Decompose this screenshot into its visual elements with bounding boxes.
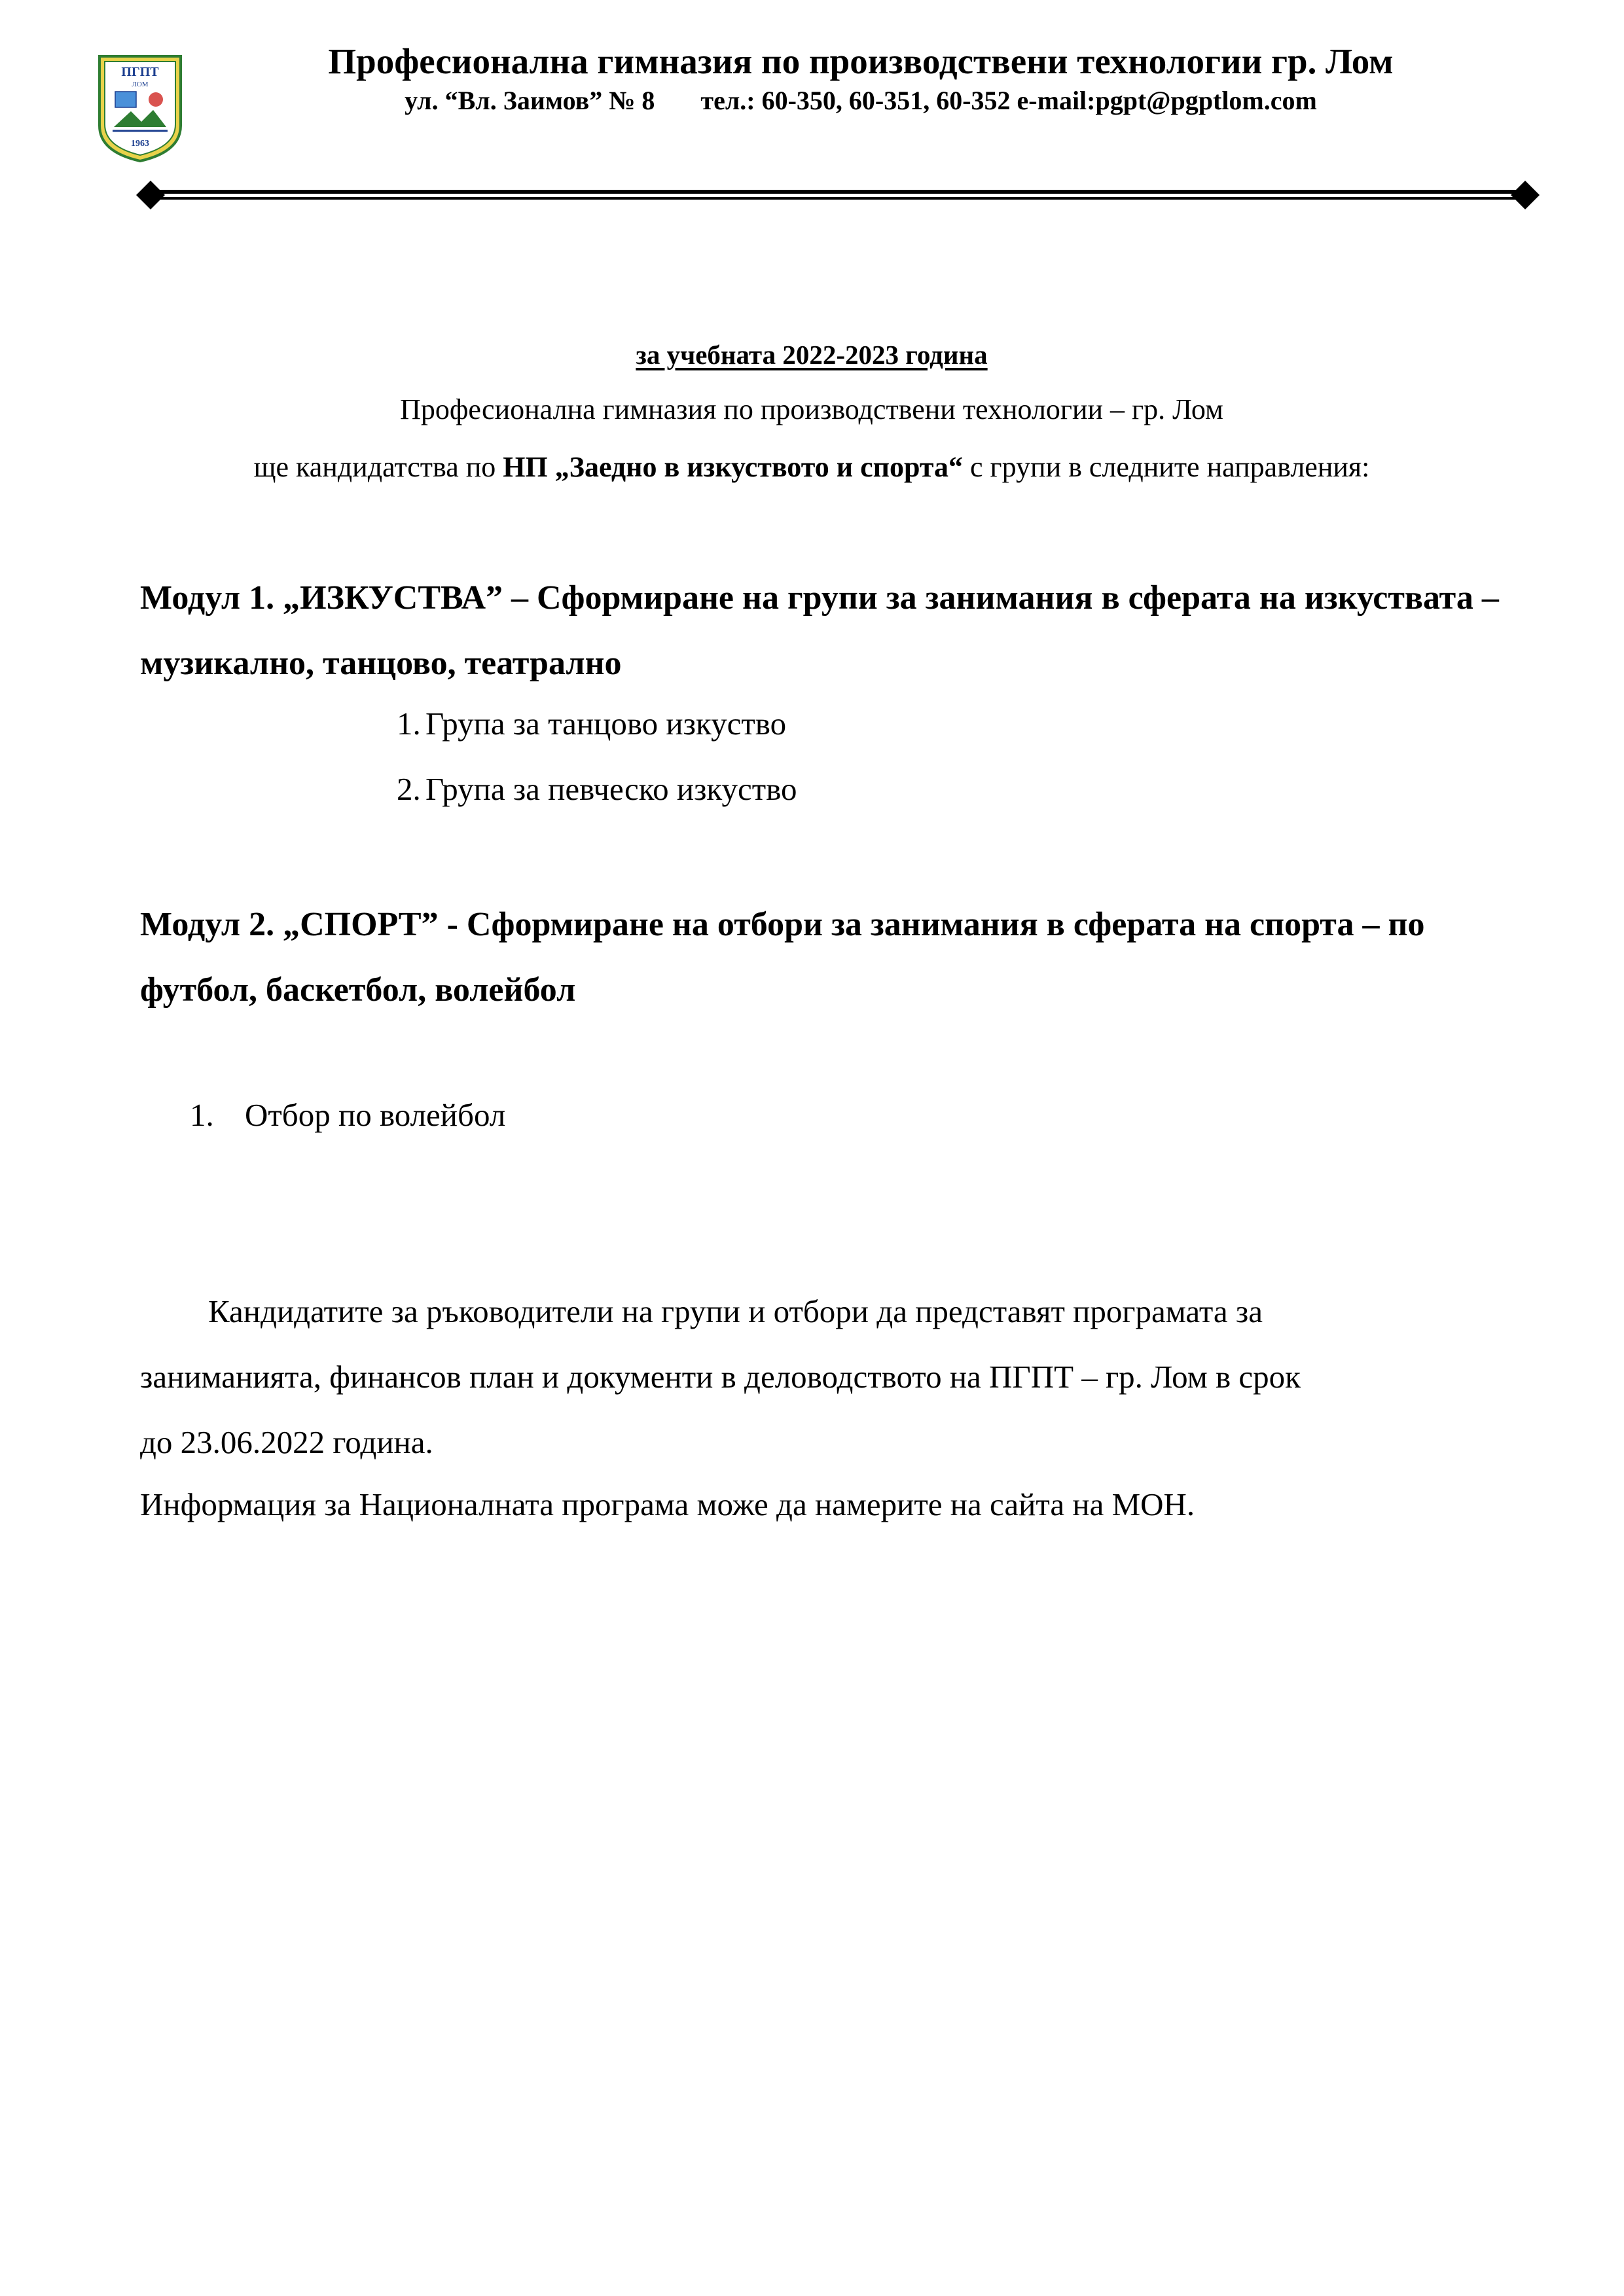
- list-item-label: Група за танцово изкуство: [425, 706, 787, 742]
- module2-heading: Модул 2. „СПОРТ” - Сформиране на отбори за занимания в сферата на спорта – по футбол, баскетбол, волейбол: [140, 906, 1425, 1009]
- list-item-label: Група за певческо изкуство: [425, 771, 797, 807]
- module1-heading: Модул 1. „ИЗКУСТВА” – Сформиране на групи за занимания в сферата на изкуствата – музикално, танцово, театрално: [140, 579, 1499, 682]
- logo-text: ПГПТ: [121, 65, 159, 79]
- logo-subtext: ЛОМ: [132, 81, 149, 88]
- list-item: [190, 1096, 505, 1134]
- school-line: Професионална гимназия по производствени технологии – гр. Лом: [400, 393, 1223, 425]
- list-item-number: 2.: [397, 771, 421, 807]
- info-line: Информация за Националната програма може да намерите на сайта на МОН.: [140, 1486, 1195, 1522]
- contact-email: e-mail:pgpt@pgptlom.com: [1017, 86, 1317, 115]
- program-suffix: с групи в следните направления:: [963, 451, 1370, 483]
- list-item: [397, 705, 786, 742]
- header-divider: [131, 175, 1545, 215]
- closing-paragraph-line-1: Кандидатите за ръководители на групи и отбори да представят програмата за: [208, 1293, 1263, 1329]
- list-item-number: 1.: [190, 1097, 214, 1133]
- contact-address: ул. “Вл. Заимов” № 8: [405, 86, 655, 115]
- program-line: [98, 450, 1525, 484]
- school-year-title: за учебната 2022-2023 година: [636, 340, 988, 370]
- program-prefix: ще кандидатства по: [253, 451, 503, 483]
- contact-line: [157, 85, 1564, 116]
- closing-paragraph-line-2: заниманията, финансов план и документи в деловодството на ПГПТ – гр. Лом в срок: [140, 1359, 1301, 1395]
- list-item: [397, 770, 797, 808]
- logo-year: 1963: [131, 139, 149, 149]
- closing-paragraph-line-3: до 23.06.2022 година.: [140, 1424, 433, 1460]
- list-item-number: 1.: [397, 706, 421, 742]
- school-name-heading: Професионална гимназия по производствени технологии гр. Лом: [328, 41, 1394, 81]
- program-name: НП „Заедно в изкуството и спорта“: [503, 451, 964, 483]
- list-item-label: Отбор по волейбол: [245, 1097, 506, 1133]
- contact-phones: тел.: 60-350, 60-351, 60-352: [700, 86, 1011, 115]
